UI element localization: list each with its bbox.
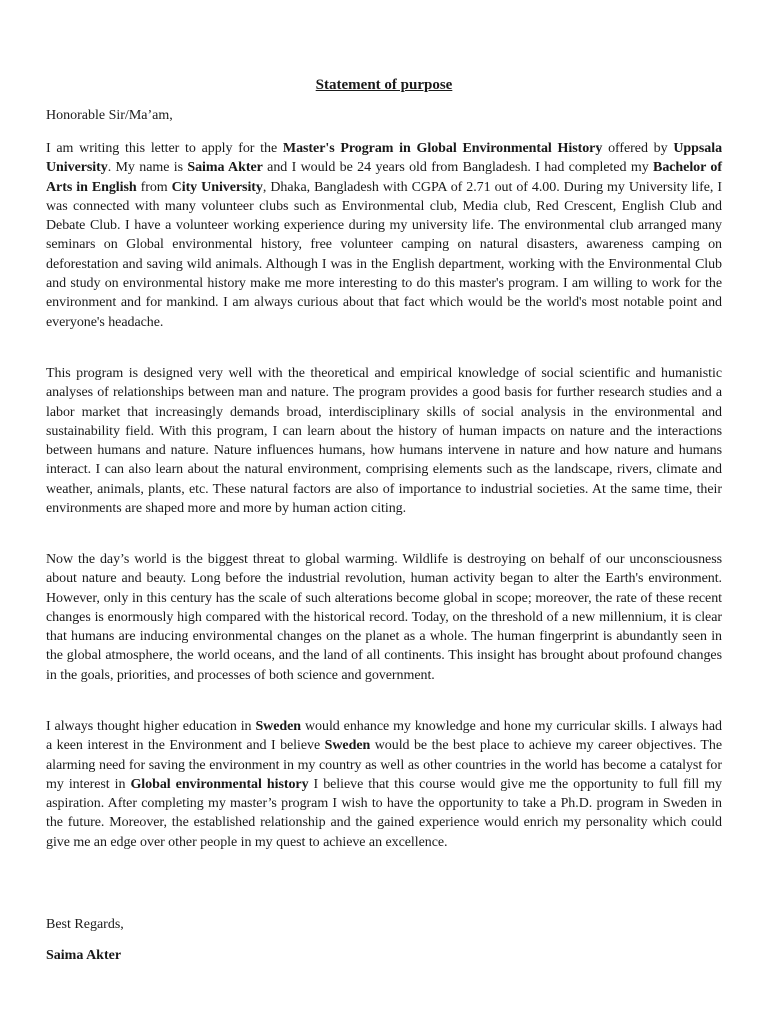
program-name: Master's Program in Global Environmental History bbox=[282, 141, 603, 156]
p1-text-2: offered by bbox=[602, 141, 674, 156]
salutation: Honorable Sir/Ma’am, bbox=[46, 108, 173, 123]
p4-text-3: would be the best place to achieve my career objectives. The alarming need for saving the environment in my country as well as other countries in the world has become a catalyst for my interest in bbox=[46, 738, 722, 792]
paragraph-sweden bbox=[46, 717, 722, 852]
p4-text-1: I always thought higher education in bbox=[46, 719, 256, 734]
document-title: Statement of purpose bbox=[315, 77, 453, 93]
p1-text-1: I am writing this letter to apply for the bbox=[46, 141, 283, 156]
paragraph-environment: Now the day’s world is the biggest threat to global warming. Wildlife is destroying on behalf of our unconsciousness about nature and beauty. Long before the industrial revolution, human activity began to alter the Earth's environment. However, only in this century has the scale of such alterations become global in scope; moreover, the rate of these recent changes is enormously high compared with the historical record. Today, on the threshold of a new millennium, it is clear that humans are inducing environmental changes on the planet as a whole. The human fingerprint is abundantly seen in the global atmosphere, the world oceans, and the land of all continents. This insight has brought about profound changes in the goals, priorities, and processes of both science and government. bbox=[46, 552, 722, 683]
country-sweden-1: Sweden bbox=[255, 719, 302, 734]
university-name: Uppsala University bbox=[46, 141, 723, 176]
previous-university: City University bbox=[171, 179, 263, 195]
p1-text-5: from bbox=[136, 179, 172, 195]
country-sweden-2: Sweden bbox=[324, 738, 371, 754]
paragraph-intro bbox=[46, 139, 722, 332]
p1-text-4: and I would be 24 years old from Bangladesh. I had completed my bbox=[262, 160, 654, 176]
applicant-name: Saima Akter bbox=[187, 160, 263, 176]
closing: Best Regards, bbox=[46, 917, 124, 932]
signature: Saima Akter bbox=[46, 948, 122, 963]
field-name: Global environmental history bbox=[130, 776, 309, 792]
degree-name: Bachelor of Arts in English bbox=[46, 160, 722, 195]
p1-text-6: , Dhaka, Bangladesh with CGPA of 2.71 out of 4.00. During my University life, I was connected with many volunteer clubs such as Environmental club, Media club, Red Crescent, English Club and Debate Club. I have a volunteer working experience during my university life. The environmental club arranged many seminars on Global environmental history, free volunteer camping on natural disasters, awareness camping on deforestation and saving wild animals. Although I was in the English department, working with the Environmental Club and study on environmental history make me more interesting to do this master's program. I am willing to work for the environment and for mankind. I am always curious about that fact which would be the world's most notable point and everyone's headache. bbox=[46, 179, 722, 330]
paragraph-program: This program is designed very well with the theoretical and empirical knowledge of social scientific and humanistic analyses of relationships between man and nature. The program provides a good basis for further research studies and a labor market that increasingly demands broad, interdisciplinary skills of social analysis in the environmental and sustainability field. With this program, I can learn about the history of human impacts on nature and the interactions between humans and nature. Nature influences humans, how humans intervene in nature and how nature and humans interact. I can also learn about the natural environment, comprising elements such as the landscape, rivers, climate and weather, animals, plants, etc. These natural factors are also of importance to industrial societies. At the same time, their environments are shaped more and more by human action citing. bbox=[46, 366, 722, 517]
p1-text-3: . My name is bbox=[107, 160, 188, 176]
p4-text-2: would enhance my knowledge and hone my curricular skills. I always had a keen interest in the Environment and I believe bbox=[46, 719, 722, 754]
p4-text-4: I believe that this course would give me the opportunity to full fill my aspiration. After completing my master’s program I wish to have the opportunity to take a Ph.D. program in Sweden in the future. Moreover, the established relationship and the gained experience would enrich my personality which could give me an edge over other people in my quest to achieve an excellence. bbox=[46, 776, 722, 850]
